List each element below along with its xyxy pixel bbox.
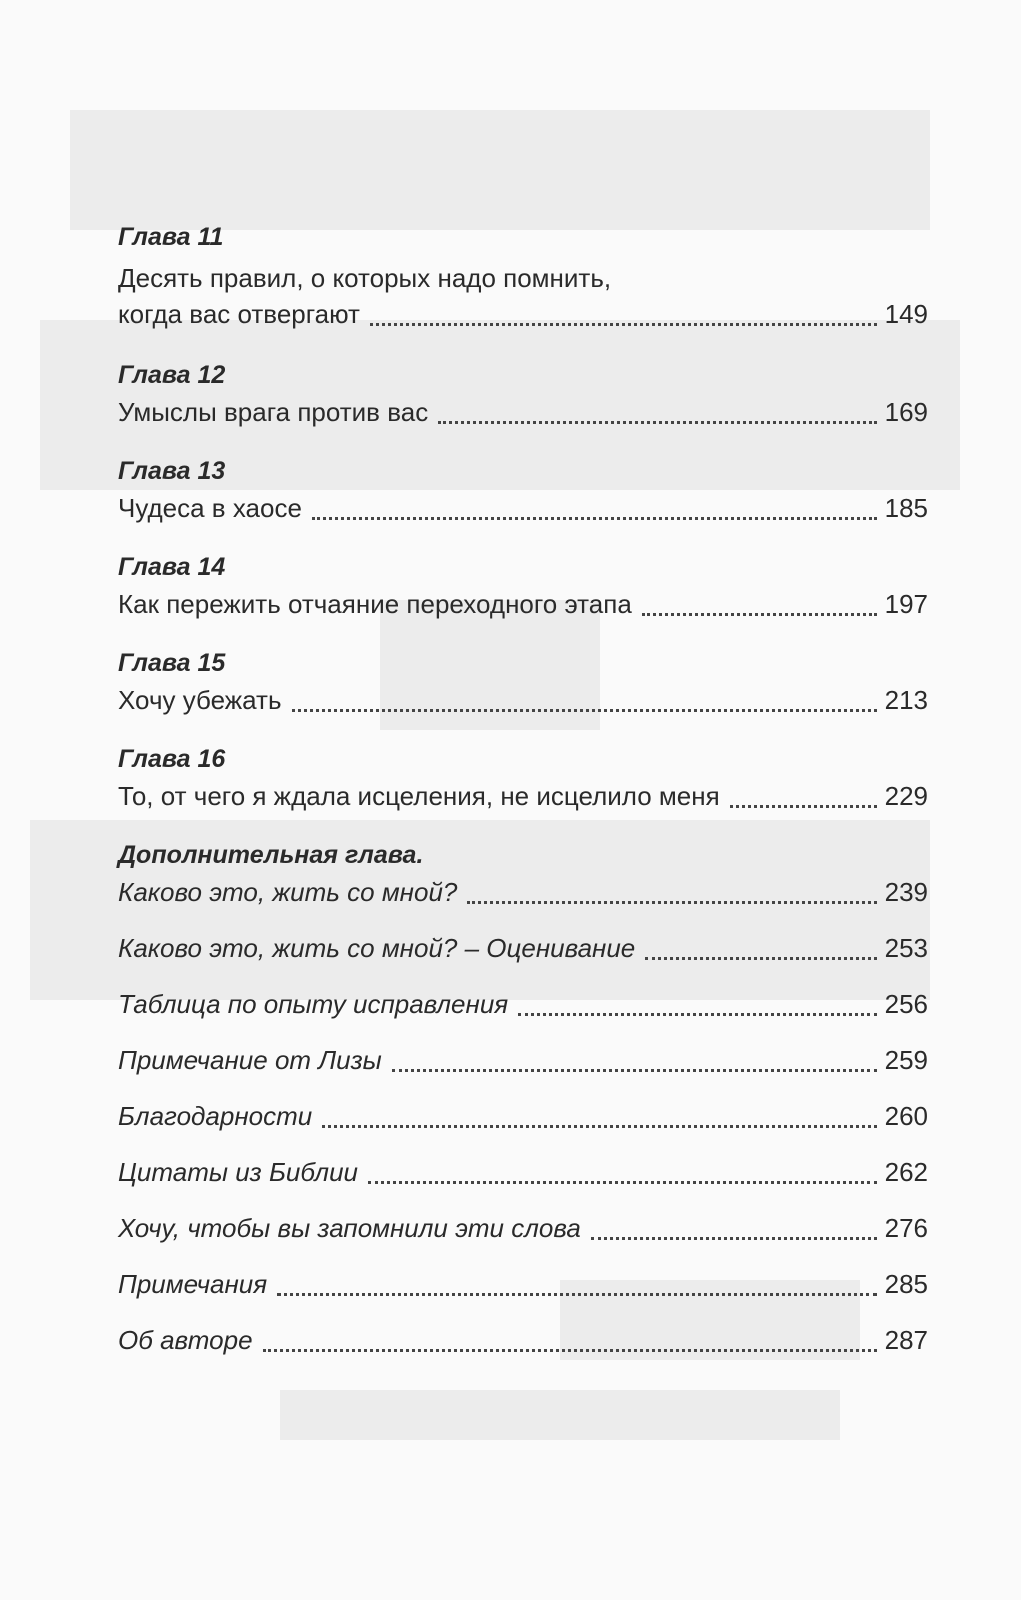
chapter-label: Глава 16 (118, 745, 226, 773)
toc-entry (118, 1324, 928, 1356)
dot-leader (277, 1285, 876, 1296)
dot-leader (312, 509, 877, 520)
page-number: 213 (884, 685, 928, 715)
toc-entry (118, 876, 928, 908)
dot-leader (642, 605, 877, 616)
toc-entry (118, 1156, 928, 1188)
entry-title: Хочу убежать (118, 685, 282, 715)
toc-entry (118, 492, 928, 524)
entry-title: Умыслы врага против вас (118, 397, 429, 427)
dot-leader (518, 1005, 876, 1016)
dot-leader (438, 413, 876, 424)
toc-entry (118, 1212, 928, 1244)
toc-entry (118, 988, 928, 1020)
dot-leader (591, 1229, 877, 1240)
page-number: 149 (884, 299, 928, 329)
dot-leader (263, 1341, 877, 1352)
entry-title: Каково это, жить со мной? (118, 877, 458, 907)
toc-entry (118, 1044, 928, 1076)
entry-title: Примечания (118, 1269, 268, 1299)
dot-leader (370, 315, 877, 326)
entry-title: Цитаты из Библии (118, 1157, 358, 1187)
chapter-label: Глава 11 (118, 223, 224, 251)
page-number: 256 (884, 989, 928, 1019)
dot-leader (292, 701, 877, 712)
page-number: 253 (884, 933, 928, 963)
entry-title: Чудеса в хаосе (118, 493, 302, 523)
chapter-label: Глава 12 (118, 361, 226, 389)
entry-title: Примечание от Лизы (118, 1045, 382, 1075)
page-number: 285 (884, 1269, 928, 1299)
page-number: 239 (884, 877, 928, 907)
entry-title: Как пережить отчаяние переходного этапа (118, 589, 632, 619)
page-number: 287 (884, 1325, 928, 1355)
toc-entry (118, 396, 928, 428)
dot-leader (467, 893, 876, 904)
toc-entry (118, 932, 928, 964)
chapter-label: Глава 15 (118, 649, 226, 677)
page-number: 276 (884, 1213, 928, 1243)
entry-title: Благодарности (118, 1101, 313, 1131)
entry-title-line: Десять правил, о которых надо помнить, (118, 263, 612, 293)
page-number: 185 (884, 493, 928, 523)
dot-leader (645, 949, 876, 960)
toc-entry (118, 780, 928, 812)
dot-leader (392, 1061, 877, 1072)
page-number: 262 (884, 1157, 928, 1187)
toc-entry (118, 1268, 928, 1300)
chapter-label: Глава 14 (118, 553, 226, 581)
page-number: 259 (884, 1045, 928, 1075)
toc-entry (118, 684, 928, 716)
dot-leader (322, 1117, 876, 1128)
chapter-label: Дополнительная глава. (118, 841, 424, 869)
toc-entry (118, 298, 928, 330)
entry-title: когда вас отвергают (118, 299, 360, 329)
entry-title: Об авторе (118, 1325, 253, 1355)
page-number: 197 (884, 589, 928, 619)
entry-title: Хочу, чтобы вы запомнили эти слова (118, 1213, 581, 1243)
chapter-label: Глава 13 (118, 457, 226, 485)
page-number: 169 (884, 397, 928, 427)
entry-title: То, от чего я ждала исцеления, не исцелило меня (118, 781, 720, 811)
dot-leader (368, 1173, 877, 1184)
page-number: 229 (884, 781, 928, 811)
page-number: 260 (884, 1101, 928, 1131)
dot-leader (730, 797, 877, 808)
entry-title: Каково это, жить со мной? – Оценивание (118, 933, 636, 963)
entry-title: Таблица по опыту исправления (118, 989, 509, 1019)
toc-entry (118, 588, 928, 620)
toc-entry (118, 1100, 928, 1132)
